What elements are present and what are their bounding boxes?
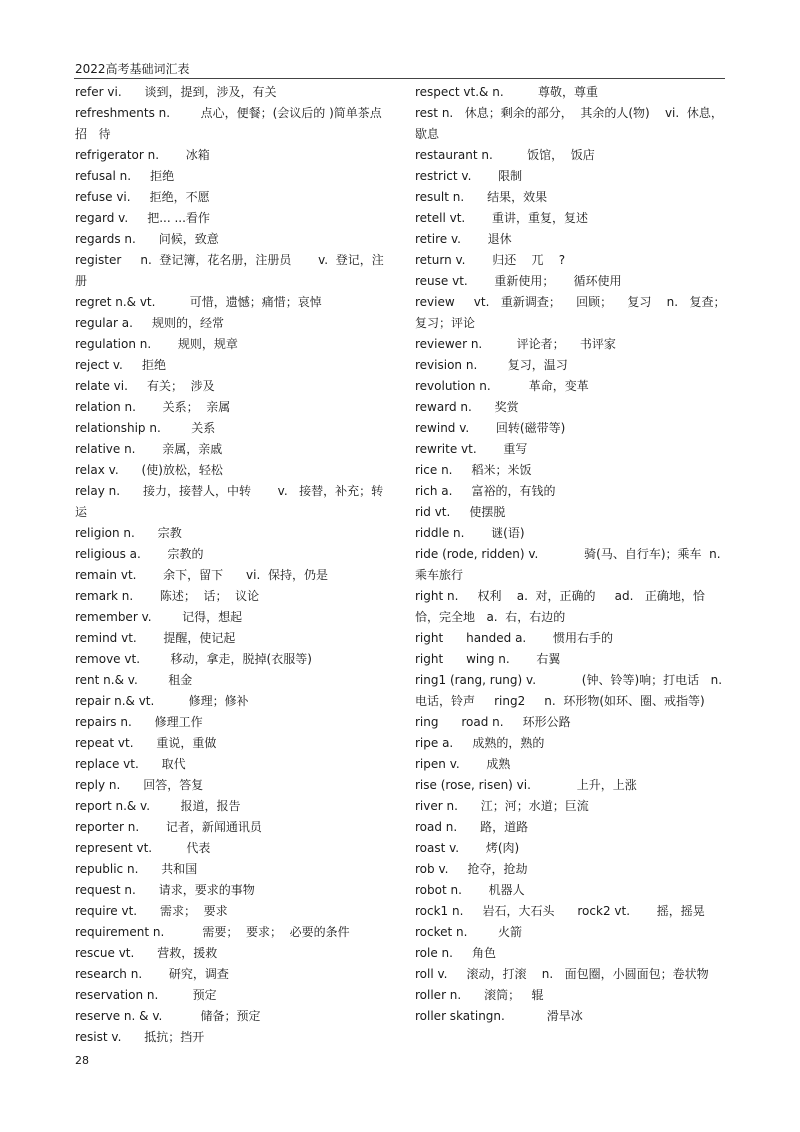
vocabulary-entry: ripe a. 成熟的，熟的	[415, 736, 545, 750]
vocabulary-entry: remove vt. 移动，拿走，脱掉(衣服等)	[75, 652, 312, 666]
page-number: 28	[75, 1054, 89, 1067]
vocabulary-entry: retire v. 退休	[415, 232, 512, 246]
vocabulary-entry: right handed a. 惯用右手的	[415, 631, 613, 645]
vocabulary-entry: repairs n. 修理工作	[75, 715, 203, 729]
vocabulary-entry: reply n. 回答，答复	[75, 778, 204, 792]
vocabulary-entry: relationship n. 关系	[75, 421, 216, 435]
vocabulary-entry: report n.& v. 报道，报告	[75, 799, 241, 813]
vocabulary-entry: road n. 路，道路	[415, 820, 529, 834]
vocabulary-entry: review vt. 重新调查； 回顾； 复习 n. 复查；复习；评论	[415, 295, 726, 330]
vocabulary-entry: repeat vt. 重说，重做	[75, 736, 217, 750]
vocabulary-entry: rest n. 休息；剩余的部分， 其余的人(物) vi. 休息，歇息	[415, 106, 723, 141]
vocabulary-entry: result n. 结果，效果	[415, 190, 548, 204]
vocabulary-entry: rescue vt. 营救，援救	[75, 946, 218, 960]
vocabulary-entry: refusal n. 拒绝	[75, 169, 175, 183]
vocabulary-column-right	[415, 82, 733, 1027]
vocabulary-entry: roller n. 滚筒； 辊	[415, 988, 544, 1002]
page-header: 2022高考基础词汇表	[75, 62, 190, 76]
vocabulary-entry: refer vi. 谈到，提到，涉及，有关	[75, 85, 277, 99]
vocabulary-entry: reviewer n. 评论者； 书评家	[415, 337, 616, 351]
vocabulary-entry: roll v. 滚动，打滚 n. 面包圈，小圆面包；卷状物	[415, 967, 709, 981]
vocabulary-entry: ring1 (rang, rung) v. (钟、铃等)响；打电话 n. 电话，铃声 ring2 n. 环形物(如环、圈、戒指等)	[415, 673, 730, 708]
vocabulary-entry: research n. 研究，调查	[75, 967, 229, 981]
vocabulary-entry: rich a. 富裕的，有钱的	[415, 484, 556, 498]
vocabulary-entry: reporter n. 记者，新闻通讯员	[75, 820, 262, 834]
vocabulary-entry: reuse vt. 重新使用； 循环使用	[415, 274, 622, 288]
vocabulary-entry: remember v. 记得，想起	[75, 610, 243, 624]
vocabulary-entry: repair n.& vt. 修理；修补	[75, 694, 249, 708]
vocabulary-entry: respect vt.& n. 尊敬，尊重	[415, 85, 598, 99]
vocabulary-entry: religious a. 宗教的	[75, 547, 204, 561]
vocabulary-entry: relative n. 亲属，亲戚	[75, 442, 223, 456]
vocabulary-entry: roller skatingn. 滑旱冰	[415, 1009, 583, 1023]
vocabulary-entry: rocket n. 火箭	[415, 925, 522, 939]
vocabulary-entry: ring road n. 环形公路	[415, 715, 571, 729]
vocabulary-entry: register n. 登记簿，花名册，注册员 v. 登记，注册	[75, 253, 384, 288]
vocabulary-entry: rob v. 抢夺，抢劫	[415, 862, 528, 876]
vocabulary-entry: regards n. 问候，致意	[75, 232, 219, 246]
vocabulary-entry: restrict v. 限制	[415, 169, 523, 183]
vocabulary-entry: require vt. 需求； 要求	[75, 904, 228, 918]
vocabulary-entry: robot n. 机器人	[415, 883, 525, 897]
vocabulary-entry: revision n. 复习，温习	[415, 358, 568, 372]
vocabulary-entry: religion n. 宗教	[75, 526, 182, 540]
vocabulary-entry: ride (rode, ridden) v. 骑(马、自行车)；乘车 n. 乘车旅行	[415, 547, 733, 582]
vocabulary-entry: refreshments n. 点心，便餐；(会议后的 )简单茶点招 待	[75, 106, 382, 141]
vocabulary-entry: relay n. 接力，接替人，中转 v. 接替，补充；转运	[75, 484, 384, 519]
vocabulary-entry: roast v. 烤(肉)	[415, 841, 520, 855]
vocabulary-entry: represent vt. 代表	[75, 841, 211, 855]
vocabulary-entry: restaurant n. 饭馆， 饭店	[415, 148, 595, 162]
vocabulary-entry: revolution n. 革命，变革	[415, 379, 589, 393]
vocabulary-entry: remark n. 陈述； 话； 议论	[75, 589, 260, 603]
vocabulary-entry: relation n. 关系； 亲属	[75, 400, 231, 414]
vocabulary-entry: republic n. 共和国	[75, 862, 198, 876]
vocabulary-entry: relate vi. 有关； 涉及	[75, 379, 215, 393]
vocabulary-entry: retell vt. 重讲，重复，复述	[415, 211, 588, 225]
vocabulary-entry: replace vt. 取代	[75, 757, 186, 771]
vocabulary-entry: ripen v. 成熟	[415, 757, 511, 771]
vocabulary-entry: relax v. (使)放松，轻松	[75, 463, 223, 477]
vocabulary-entry: refuse vi. 拒绝，不愿	[75, 190, 210, 204]
vocabulary-entry: reward n. 奖赏	[415, 400, 519, 414]
vocabulary-entry: regret n.& vt. 可惜，遗憾；痛惜；哀悼	[75, 295, 322, 309]
vocabulary-column-left	[75, 82, 390, 1048]
header-divider	[74, 78, 725, 79]
vocabulary-entry: regular a. 规则的，经常	[75, 316, 224, 330]
vocabulary-entry: role n. 角色	[415, 946, 497, 960]
vocabulary-entry: rent n.& v. 租金	[75, 673, 193, 687]
vocabulary-entry: resist v. 抵抗；挡开	[75, 1030, 205, 1044]
vocabulary-entry: rewind v. 回转(磁带等)	[415, 421, 566, 435]
vocabulary-entry: rid vt. 使摆脱	[415, 505, 506, 519]
vocabulary-entry: rice n. 稻米；米饭	[415, 463, 532, 477]
vocabulary-entry: remain vt. 余下，留下 vi. 保持，仍是	[75, 568, 328, 582]
vocabulary-entry: requirement n. 需要； 要求； 必要的条件	[75, 925, 350, 939]
vocabulary-entry: reservation n. 预定	[75, 988, 217, 1002]
vocabulary-entry: regulation n. 规则，规章	[75, 337, 238, 351]
vocabulary-entry: right n. 权利 a. 对，正确的 ad. 正确地，恰恰，完全地 a. 右，右边的	[415, 589, 705, 624]
vocabulary-entry: river n. 江；河；水道；巨流	[415, 799, 589, 813]
vocabulary-entry: reserve n. & v. 储备；预定	[75, 1009, 261, 1023]
vocabulary-entry: rise (rose, risen) vi. 上升，上涨	[415, 778, 637, 792]
vocabulary-entry: refrigerator n. 冰箱	[75, 148, 210, 162]
vocabulary-entry: remind vt. 提醒，使记起	[75, 631, 236, 645]
vocabulary-entry: riddle n. 谜(语)	[415, 526, 525, 540]
vocabulary-entry: right wing n. 右翼	[415, 652, 561, 666]
vocabulary-entry: regard v. 把... ...看作	[75, 211, 210, 225]
vocabulary-entry: reject v. 拒绝	[75, 358, 166, 372]
vocabulary-entry: rewrite vt. 重写	[415, 442, 528, 456]
vocabulary-entry: rock1 n. 岩石，大石头 rock2 vt. 摇，摇晃	[415, 904, 705, 918]
vocabulary-entry: return v. 归还 兀 ?	[415, 253, 566, 267]
vocabulary-entry: request n. 请求，要求的事物	[75, 883, 255, 897]
